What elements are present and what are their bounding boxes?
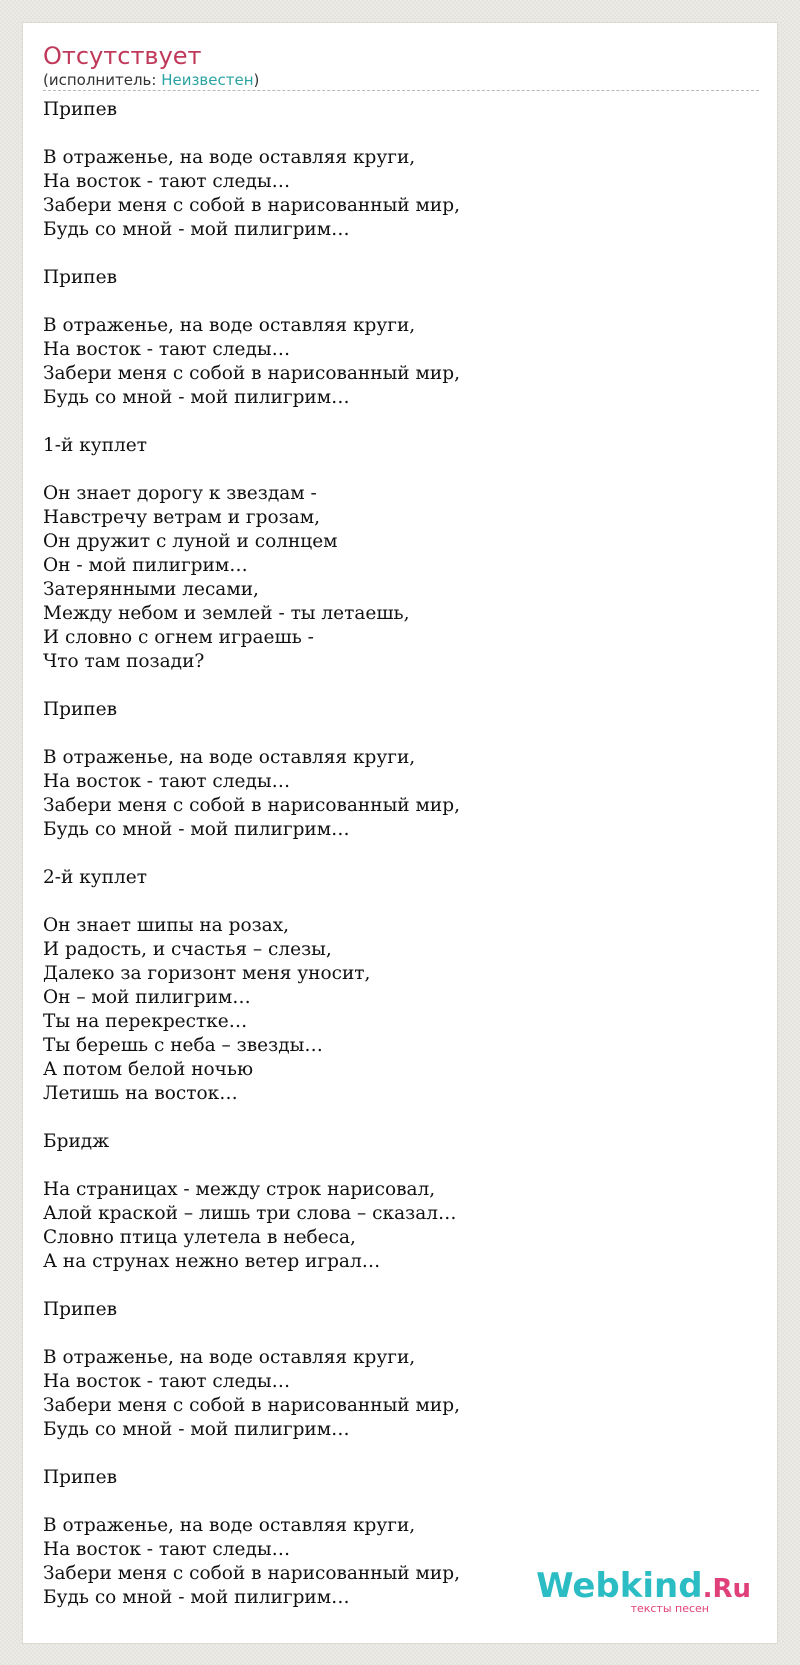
byline-prefix: (исполнитель: <box>43 71 162 89</box>
byline-suffix: ) <box>253 71 260 89</box>
logo-tld: .Ru <box>702 1574 751 1604</box>
lyrics-text: Припев В отраженье, на воде оставляя круги, На восток - тают следы… Забери меня с собой в нарисованный мир, Будь со мной - мой пилигрим… Припев В отраженье, на воде оставляя круги, На восток - тают следы… Забери меня с собой в нарисованный мир, Будь со мной - мой пилигрим… 1-й куплет Он знает дорогу к звездам - Навстречу ветрам и грозам, Он дружит с луной и солнцем Он - мой пилигрим… Затерянными лесами, Между небом и землей - ты летаешь, И словно с огнем играешь - Что там позади? Припев В отраженье, на воде оставляя круги, На восток - тают следы… Забери меня с собой в нарисованный мир, Будь со мной - мой пилигрим… 2-й куплет Он знает шипы на розах, И радость, и счастья – слезы, Далеко за горизонт меня уносит, Он – мой пилигрим… Ты на перекрестке… Ты берешь с неба – звезды… А потом белой ночью Летишь на восток… Бридж На страницах - между строк нарисовал, Алой краской – лишь три слова – сказал… Словно птица улетела в небеса, А на струнах нежно ветер играл… Припев В отраженье, на воде оставляя круги, На восток - тают следы… Забери меня с собой в нарисованный мир, Будь со мной - мой пилигрим… Припев В отраженье, на воде оставляя круги, На восток - тают следы… Забери меня с собой в нарисованный мир, Будь со мной - мой пилигрим… <box>43 99 460 1608</box>
song-header <box>43 41 759 89</box>
artist-link[interactable]: Неизвестен <box>161 71 254 89</box>
lyrics-card <box>22 22 778 1644</box>
site-logo <box>536 1568 751 1615</box>
song-byline <box>43 71 759 89</box>
logo-tagline: тексты песен <box>630 1602 709 1615</box>
song-title: Отсутствует <box>43 42 202 70</box>
header-divider <box>43 90 759 91</box>
logo-name: Webkind <box>536 1566 703 1606</box>
